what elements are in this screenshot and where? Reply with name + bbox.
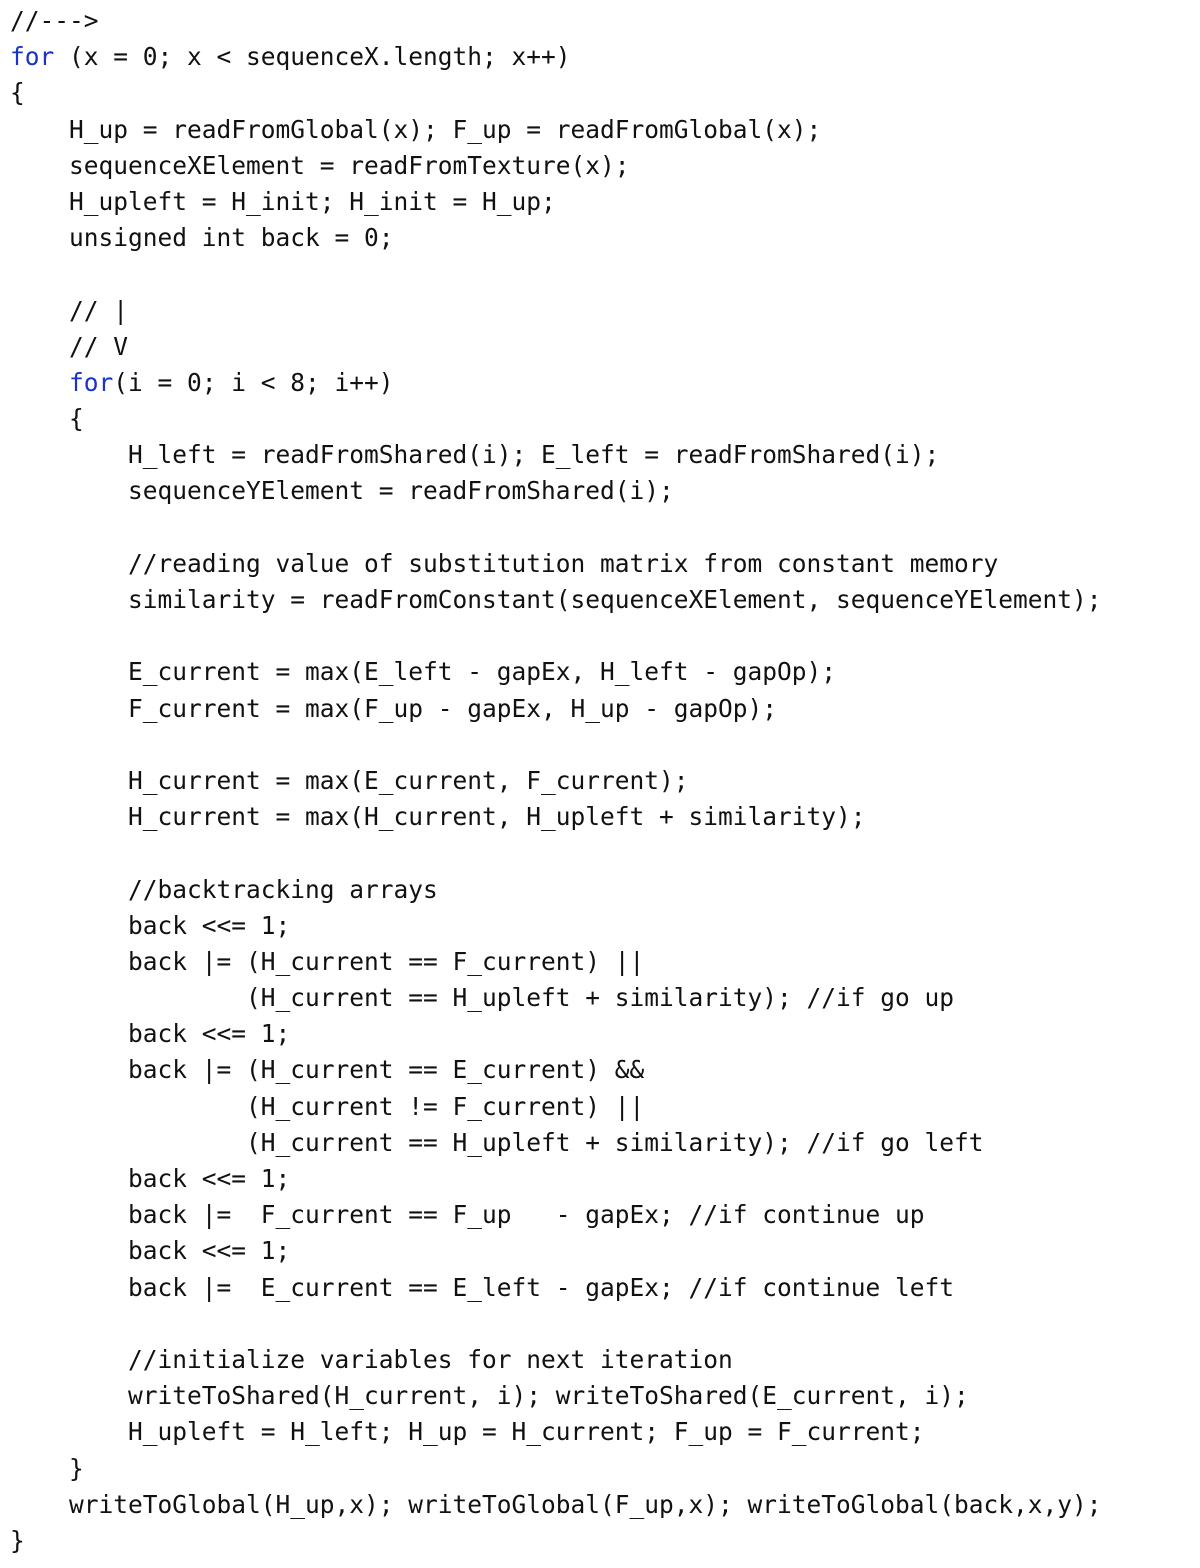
code-line — [10, 944, 1102, 980]
code-indent — [10, 476, 128, 505]
code-line — [10, 1487, 1102, 1523]
code-line — [10, 1306, 1102, 1342]
code-text: back <<= 1; — [128, 1236, 291, 1266]
code-line — [10, 437, 1102, 473]
code-line — [10, 1342, 1102, 1378]
code-text: H_up = readFromGlobal(x); F_up = readFromGlobal(x); — [69, 114, 822, 144]
code-text: // V — [69, 331, 129, 361]
code-line — [10, 908, 1102, 944]
code-indent — [10, 1236, 128, 1265]
code-line — [10, 75, 1102, 111]
code-indent — [10, 947, 128, 976]
code-text: { — [10, 78, 25, 108]
code-text: back |= E_current == E_left - gapEx; //if continue left — [128, 1272, 955, 1302]
code-line — [10, 1125, 1102, 1161]
code-indent — [10, 911, 128, 940]
code-text: (x = 0; x < sequenceX.length; x++) — [54, 42, 571, 72]
code-indent — [10, 1019, 128, 1048]
code-line — [10, 365, 1102, 401]
code-line — [10, 220, 1102, 256]
code-indent — [10, 1164, 128, 1193]
code-line — [10, 1161, 1102, 1197]
code-line — [10, 1016, 1102, 1052]
code-line — [10, 112, 1102, 148]
code-line — [10, 799, 1102, 835]
code-line — [10, 872, 1102, 908]
code-line — [10, 1089, 1102, 1125]
code-line — [10, 835, 1102, 871]
code-text: //initialize variables for next iteration — [128, 1344, 733, 1374]
code-indent — [10, 404, 69, 433]
code-line — [10, 691, 1102, 727]
code-line — [10, 184, 1102, 220]
code-indent — [10, 1381, 128, 1410]
code-text: similarity = readFromConstant(sequenceXElement, sequenceYElement); — [128, 585, 1102, 614]
code-text: writeToShared(H_current, i); writeToShared(E_current, i); — [128, 1381, 969, 1411]
code-line — [10, 546, 1102, 582]
code-line — [10, 1451, 1102, 1487]
code-line — [10, 1523, 1102, 1559]
code-keyword: for — [10, 42, 55, 72]
code-indent — [10, 1417, 128, 1446]
code-text: back <<= 1; — [128, 1019, 291, 1049]
code-text: //reading value of substitution matrix from constant memory — [128, 548, 999, 578]
code-line — [10, 1052, 1102, 1088]
code-text: (H_current == H_upleft + similarity); //if go up — [128, 983, 955, 1013]
code-text: E_current = max(E_left - gapEx, H_left - gapOp); — [128, 657, 837, 687]
code-text: (i = 0; i < 8; i++) — [113, 367, 394, 397]
code-line — [10, 401, 1102, 437]
code-text: sequenceXElement = readFromTexture(x); — [69, 150, 630, 180]
code-indent — [10, 1345, 128, 1374]
code-keyword: for — [69, 367, 114, 397]
code-indent — [10, 1092, 128, 1121]
code-indent — [10, 657, 128, 686]
code-indent — [10, 1273, 128, 1302]
code-line — [10, 148, 1102, 184]
code-line — [10, 473, 1102, 509]
code-text: H_left = readFromShared(i); E_left = readFromShared(i); — [128, 440, 940, 470]
code-text: H_current = max(E_current, F_current); — [128, 765, 689, 795]
code-indent — [10, 983, 128, 1012]
code-indent — [10, 1128, 128, 1157]
code-indent — [10, 115, 69, 144]
code-indent — [10, 223, 69, 252]
code-indent — [10, 585, 128, 614]
code-indent — [10, 332, 69, 361]
code-indent — [10, 549, 128, 578]
code-line — [10, 582, 1102, 618]
code-indent — [10, 875, 128, 904]
code-text: back |= (H_current == E_current) && — [128, 1055, 645, 1085]
code-indent — [10, 368, 69, 397]
code-line — [10, 3, 1102, 39]
code-text: back <<= 1; — [128, 1164, 291, 1193]
code-text: //backtracking arrays — [128, 874, 438, 904]
code-text: //---> — [10, 6, 99, 35]
code-text: F_current = max(F_up - gapEx, H_up - gapOp); — [128, 693, 778, 723]
code-indent — [10, 1200, 128, 1229]
code-line — [10, 256, 1102, 292]
code-text: (H_current != F_current) || — [128, 1091, 645, 1121]
code-indent — [10, 151, 69, 180]
code-line — [10, 1197, 1102, 1233]
code-line — [10, 39, 1102, 75]
code-indent — [10, 802, 128, 831]
code-line — [10, 763, 1102, 799]
code-line — [10, 654, 1102, 690]
code-text: H_upleft = H_left; H_up = H_current; F_up = F_current; — [128, 1417, 925, 1447]
code-line — [10, 1270, 1102, 1306]
code-text: } — [10, 1525, 25, 1555]
code-text: H_current = max(H_current, H_upleft + similarity); — [128, 802, 866, 832]
code-line — [10, 618, 1102, 654]
code-line — [10, 510, 1102, 546]
code-text: writeToGlobal(H_up,x); writeToGlobal(F_up,x); writeToGlobal(back,x,y); — [69, 1489, 1102, 1519]
code-text: sequenceYElement = readFromShared(i); — [128, 476, 674, 506]
code-indent — [10, 766, 128, 795]
code-text: // | — [69, 295, 129, 325]
code-text: back |= (H_current == F_current) || — [128, 946, 645, 976]
code-text: back |= F_current == F_up - gapEx; //if continue up — [128, 1200, 925, 1230]
code-line — [10, 1233, 1102, 1269]
code-indent — [10, 1490, 69, 1519]
code-text: } — [69, 1453, 84, 1483]
code-text: H_upleft = H_init; H_init = H_up; — [69, 186, 556, 216]
code-listing — [10, 3, 1102, 1559]
code-text: (H_current == H_upleft + similarity); //if go left — [128, 1127, 984, 1157]
code-text: back <<= 1; — [128, 910, 291, 940]
code-line — [10, 329, 1102, 365]
code-indent — [10, 187, 69, 216]
code-indent — [10, 296, 69, 325]
code-text: unsigned int back = 0; — [69, 223, 394, 253]
code-indent — [10, 1454, 69, 1483]
code-indent — [10, 1055, 128, 1084]
code-line — [10, 1378, 1102, 1414]
code-indent — [10, 440, 128, 469]
code-line — [10, 980, 1102, 1016]
code-line — [10, 293, 1102, 329]
code-line — [10, 727, 1102, 763]
code-text: { — [69, 404, 84, 434]
code-line — [10, 1414, 1102, 1450]
code-indent — [10, 694, 128, 723]
